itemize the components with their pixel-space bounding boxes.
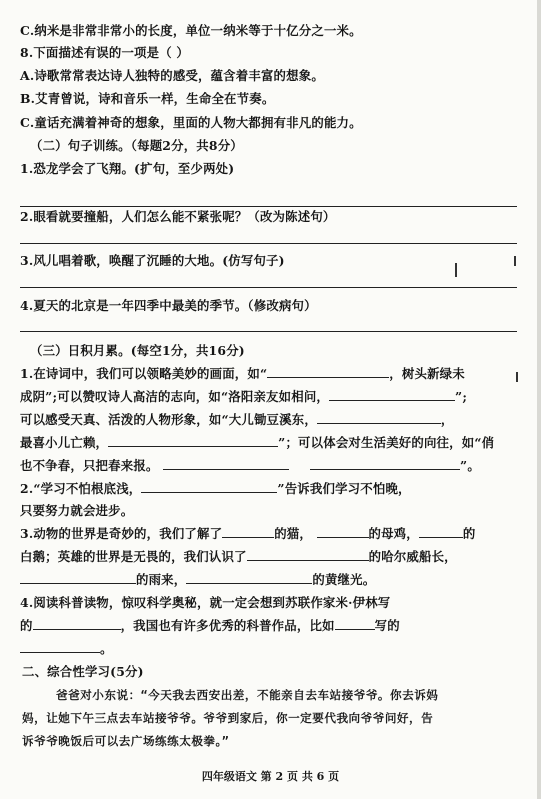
answer-line-3[interactable] — [20, 287, 517, 288]
text: 的母鸡， — [368, 526, 419, 541]
option-c-nano: C.纳米是非常非常小的长度，单位一纳米等于十亿分之一米。 — [20, 23, 362, 38]
text: 的黄继光。 — [312, 572, 376, 587]
question-8: 8.下面描述有误的一项是（ ） — [20, 45, 189, 60]
text: ”; — [455, 389, 468, 404]
text: ”；可以体会对生活美好的向往，如“俏 — [278, 435, 495, 450]
text: ，树头新绿未 — [389, 366, 465, 381]
text: 也不争春，只把春来报。 — [20, 458, 159, 473]
accumulation-4-line-c — [20, 640, 521, 658]
accumulation-1-line-d — [20, 434, 521, 452]
stray-mark — [514, 256, 516, 266]
text: 可以感受天真、活泼的人物形象，如“大儿锄豆溪东， — [20, 412, 317, 427]
text: 3.动物的世界是奇妙的，我们了解了 — [20, 526, 223, 541]
fill-blank[interactable] — [141, 480, 277, 493]
fill-blank[interactable] — [33, 617, 121, 630]
question-8-option-b: B.艾青曾说，诗和音乐一样，生命全在节奏。 — [20, 91, 275, 106]
stray-mark — [455, 263, 457, 277]
text: 成阴”;可以赞叹诗人高洁的志向，如“洛阳亲友如相问， — [20, 389, 330, 404]
accumulation-3-line-c — [20, 571, 521, 589]
text: 的雨来， — [136, 572, 187, 587]
text: ， — [440, 412, 454, 427]
text: 的哈尔威船长， — [368, 549, 457, 564]
page-edge — [537, 0, 541, 799]
fill-blank[interactable] — [247, 548, 369, 561]
accumulation-1-line-a — [20, 365, 521, 383]
answer-line-2[interactable] — [20, 243, 517, 244]
accumulation-1-line-c — [20, 411, 521, 429]
text: 写的 — [374, 618, 400, 633]
fill-blank[interactable] — [222, 525, 274, 538]
accumulation-3-line-b — [20, 548, 521, 566]
question-8-option-a: A.诗歌常常表达诗人独特的感受，蕴含着丰富的想象。 — [20, 68, 324, 83]
fill-blank[interactable] — [335, 617, 375, 630]
text: 最喜小儿亡赖， — [20, 435, 109, 450]
fill-blank[interactable] — [317, 411, 441, 424]
fill-blank[interactable] — [267, 365, 389, 378]
fill-blank[interactable] — [186, 571, 312, 584]
text: 2.“学习不怕根底浅， — [20, 481, 142, 496]
section-heading-sentences: （二）句子训练。（每题2分，共8分） — [30, 138, 243, 153]
text: 1.在诗词中，我们可以领略美妙的画面，如“ — [20, 366, 268, 381]
handwritten-passage-line-2: 妈，让她下午三点去车站接爷爷。爷爷到家后，你一定要代我向爷爷问好，告 — [22, 711, 434, 725]
fill-blank[interactable] — [317, 525, 369, 538]
accumulation-1-line-b — [20, 388, 521, 406]
sentence-question-2: 2.眼看就要撞船，人们怎么能不紧张呢？（改为陈述句） — [20, 209, 336, 224]
accumulation-2-line-b: 只要努力就会进步。 — [20, 503, 134, 518]
text: 的 — [462, 526, 476, 541]
answer-line-4[interactable] — [20, 331, 517, 332]
text: 白鹅；英雄的世界是无畏的，我们认识了 — [20, 549, 247, 564]
page-footer: 四年级语文 第 2 页 共 6 页 — [201, 770, 340, 783]
accumulation-3-line-a — [20, 525, 521, 543]
answer-line-1[interactable] — [20, 206, 517, 207]
accumulation-4-line-b — [20, 617, 521, 635]
text: ”告诉我们学习不怕晚， — [277, 481, 411, 496]
text: 的 — [20, 618, 33, 633]
fill-blank[interactable] — [329, 388, 455, 401]
fill-blank[interactable] — [310, 457, 460, 470]
fill-blank[interactable] — [20, 640, 100, 653]
text: 的猫， — [274, 526, 312, 541]
accumulation-4-line-a: 4.阅读科普读物，惊叹科学奥秘，就一定会想到苏联作家米·伊林写 — [20, 595, 391, 610]
accumulation-2-line-a — [20, 480, 521, 498]
fill-blank[interactable] — [108, 434, 278, 447]
handwritten-passage-line-1: 爸爸对小东说：“今天我去西安出差，不能亲自去车站接爷爷。你去诉妈 — [56, 688, 439, 702]
handwritten-passage-line-3: 诉爷爷晚饭后可以去广场练练太极拳。” — [22, 734, 230, 748]
sentence-question-4: 4.夏天的北京是一年四季中最美的季节。（修改病句） — [20, 298, 317, 313]
fill-blank[interactable] — [163, 457, 289, 470]
text: ，我国也有许多优秀的科普作品，比如 — [120, 618, 335, 633]
text: 。 — [100, 641, 113, 656]
sentence-question-3: 3.风儿唱着歌，唤醒了沉睡的大地。(仿写句子) — [20, 253, 285, 268]
accumulation-1-line-e — [20, 457, 521, 475]
fill-blank[interactable] — [20, 571, 136, 584]
text: ”。 — [460, 458, 480, 473]
sentence-question-1: 1.恐龙学会了飞翔。(扩句，至少两处) — [20, 161, 235, 176]
fill-blank[interactable] — [419, 525, 463, 538]
question-8-option-c: C.童话充满着神奇的想象，里面的人物大都拥有非凡的能力。 — [20, 115, 362, 130]
section-heading-accumulation: （三）日积月累。(每空1分，共16分) — [30, 343, 245, 358]
part-heading-comprehensive: 二、综合性学习(5分) — [22, 664, 144, 679]
